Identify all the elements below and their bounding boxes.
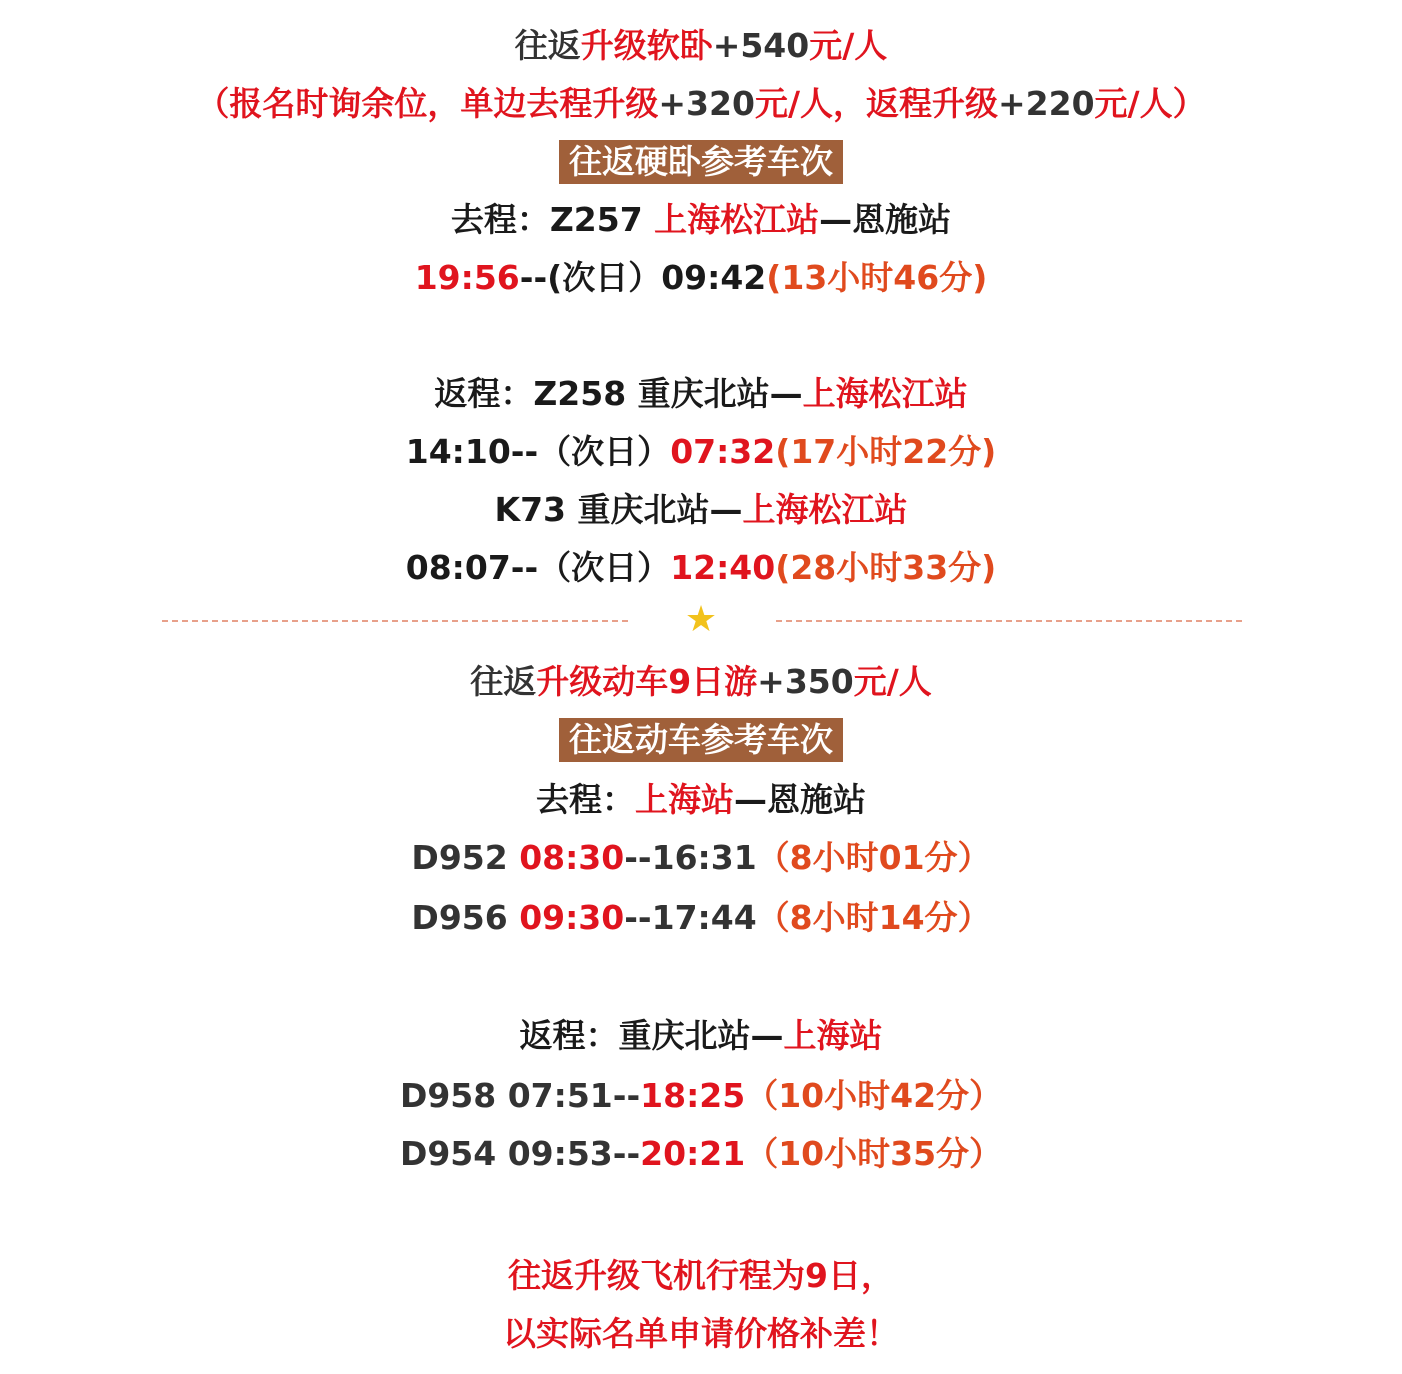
flight-note-line-1: 往返升级飞机行程为9日， — [508, 1256, 894, 1295]
return-depart: 14:10--（次日） — [405, 432, 671, 471]
outbound-label: 去程：Z257 — [450, 200, 655, 239]
return-alt-arrive: 12:40 — [670, 548, 776, 587]
train-code: D958 07:51-- — [399, 1076, 641, 1115]
train-arrive: --17:44 — [624, 898, 757, 937]
highspeed-title-highlight: 升级动车9日游 — [536, 662, 758, 701]
section-tag: 往返硬卧参考车次 — [559, 140, 843, 184]
outbound-from: 上海松江站 — [654, 200, 820, 239]
train-depart: 09:30 — [519, 898, 625, 937]
softsleeper-return-route — [0, 372, 1402, 416]
train-row — [0, 1074, 1402, 1118]
train-row — [0, 896, 1402, 940]
train-duration: （10小时35分） — [745, 1134, 1003, 1173]
train-duration: （8小时14分） — [756, 898, 991, 937]
hs-return-label: 返程：重庆北站— — [519, 1016, 784, 1055]
softsleeper-return-times — [0, 430, 1402, 474]
train-code: D952 — [411, 838, 520, 877]
outbound-to: —恩施站 — [819, 200, 952, 239]
flight-note-line-2: 以实际名单申请价格补差！ — [503, 1314, 899, 1353]
softsleeper-outbound-route — [0, 198, 1402, 242]
return-to: 上海松江站 — [802, 374, 968, 413]
softsleeper-return-alt-times — [0, 546, 1402, 590]
section-tag: 往返动车参考车次 — [559, 718, 843, 762]
return-duration: (17小时22分) — [775, 432, 997, 471]
train-arrive: 20:21 — [640, 1134, 746, 1173]
return-alt-duration: (28小时33分) — [775, 548, 997, 587]
train-duration: （10小时42分） — [745, 1076, 1003, 1115]
outbound-depart: 19:56 — [414, 258, 520, 297]
train-duration: （8小时01分） — [756, 838, 991, 877]
note-price-2: +220 — [998, 84, 1095, 123]
note-price-1: +320 — [658, 84, 755, 123]
highspeed-title — [0, 660, 1402, 704]
softsleeper-return-alt-route — [0, 488, 1402, 532]
train-arrive: 18:25 — [640, 1076, 746, 1115]
softsleeper-title-unit: 元/人 — [809, 26, 888, 65]
outbound-duration: (13小时46分) — [766, 258, 988, 297]
star-icon: ★ — [684, 599, 718, 640]
highspeed-tag-row — [0, 718, 1402, 762]
return-label: 返程：Z258 重庆北站— — [434, 374, 803, 413]
train-code: D954 09:53-- — [399, 1134, 641, 1173]
return-alt-to: 上海松江站 — [742, 490, 908, 529]
hs-outbound-label: 去程： — [536, 780, 635, 819]
softsleeper-note — [0, 82, 1402, 126]
softsleeper-title-price: +540 — [712, 26, 810, 65]
note-part-2: 元/人，返程升级 — [754, 84, 998, 123]
train-row — [0, 1132, 1402, 1176]
note-part-3: 元/人） — [1094, 84, 1206, 123]
hs-outbound-from: 上海站 — [635, 780, 734, 819]
highspeed-title-price: +350 — [757, 662, 854, 701]
note-part-1: （报名时询余位，单边去程升级 — [196, 84, 659, 123]
return-arrive: 07:32 — [670, 432, 776, 471]
train-row — [0, 836, 1402, 880]
softsleeper-title-highlight: 升级软卧 — [580, 26, 713, 65]
softsleeper-outbound-times — [0, 256, 1402, 300]
hs-outbound-to: —恩施站 — [734, 780, 866, 819]
return-alt-depart: 08:07--（次日） — [405, 548, 671, 587]
highspeed-return-route — [0, 1014, 1402, 1058]
highspeed-outbound-route — [0, 778, 1402, 822]
softsleeper-title-prefix: 往返 — [514, 26, 581, 65]
train-depart: 08:30 — [519, 838, 625, 877]
softsleeper-tag-row — [0, 140, 1402, 184]
highspeed-title-unit: 元/人 — [853, 662, 932, 701]
train-arrive: --16:31 — [624, 838, 757, 877]
softsleeper-title — [0, 24, 1402, 68]
hs-return-to: 上海站 — [783, 1016, 883, 1055]
outbound-arrive: --(次日）09:42 — [519, 258, 767, 297]
divider-right — [776, 620, 1242, 622]
highspeed-title-prefix: 往返 — [470, 662, 537, 701]
return-alt-label: K73 重庆北站— — [494, 490, 743, 529]
train-code: D956 — [411, 898, 520, 937]
